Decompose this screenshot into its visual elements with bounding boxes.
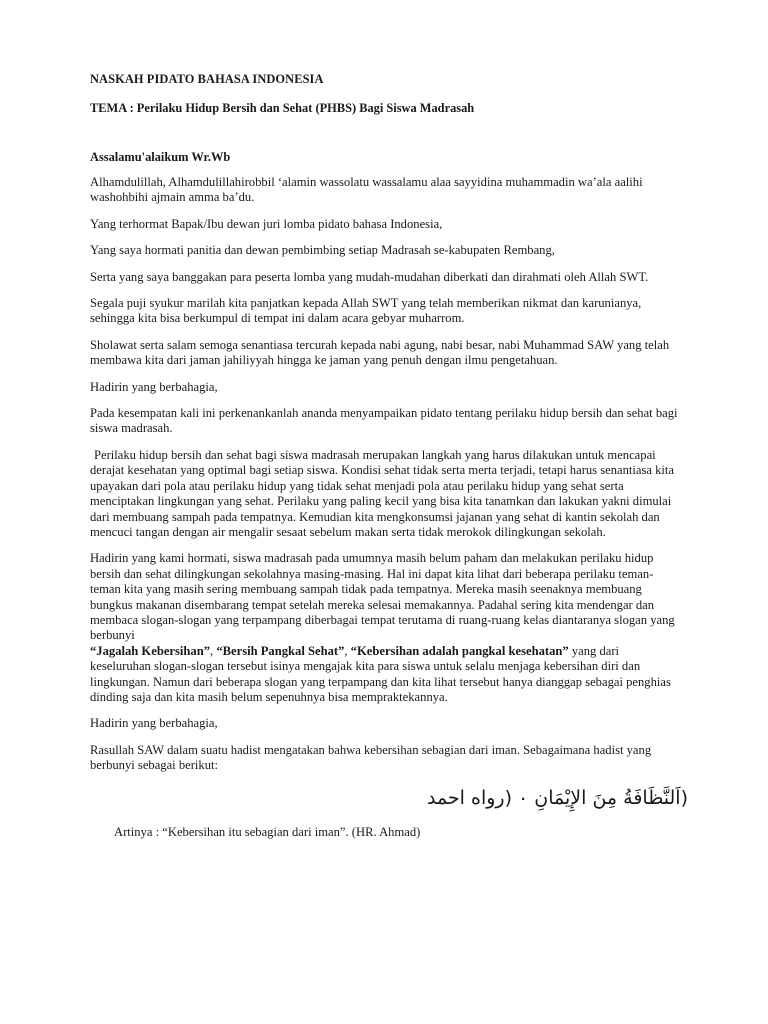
slogan-separator-1: , (210, 643, 217, 658)
slogan-1: “Jagalah Kebersihan” (90, 643, 211, 658)
paragraph-10 (90, 551, 682, 705)
document-theme: TEMA : Perilaku Hidup Bersih dan Sehat (PHBS) Bagi Siswa Madrasah (90, 101, 475, 115)
paragraph-4: Serta yang saya banggakan para peserta lomba yang mudah-mudahan diberkati dan dirahmati oleh Allah SWT. (90, 269, 649, 284)
paragraph-1: Alhamdulillah, Alhamdulillahirobbil ‘alamin wassolatu wassalamu alaa sayyidina muhammadin wa’ala aalihi washohbihi ajmain amma ba’du. (90, 175, 643, 205)
paragraph-12: Rasullah SAW dalam suatu hadist mengatakan bahwa kebersihan sebagian dari iman. Sebagaimana hadist yang berbunyi sebagai berikut: (90, 742, 652, 773)
paragraph-2: Yang terhormat Bapak/Ibu dewan juri lomba pidato bahasa Indonesia, (90, 216, 443, 231)
paragraph-6: Sholawat serta salam semoga senantiasa tercurah kepada nabi agung, nabi besar, nabi Muhammad SAW yang telah membawa kita dari jaman jahiliyyah hingga ke jaman yang penuh dengan ilmu pengetahuan. (90, 337, 670, 368)
paragraph-3: Yang saya hormati panitia dan dewan pembimbing setiap Madrasah se-kabupaten Rembang, (90, 243, 555, 258)
paragraph-9: Perilaku hidup bersih dan sehat bagi siswa madrasah merupakan langkah yang harus dilakukan untuk mencapai derajat kesehatan yang optimal bagi setiap siswa. Kondisi sehat tidak serta merta terjadi, tetapi harus senantiasa kita upayakan dari pola atau perilaku hidup yang tidak sehat menjadi pola atau perilaku hidup yang sehat serta menciptakan lingkungan yang sehat. Perilaku yang paling kecil yang bisa kita tanamkan dan lakukan yakni dimulai dari membuang sampah pada tempatnya. Kemudian kita mengkonsumsi jajanan yang sehat di kantin sekolah dan mencuci tangan dengan air mengalir sesaat sebelum makan serta tidak merokok dilingkungan sekolah. (90, 447, 675, 539)
slogan-2: “Bersih Pangkal Sehat” (216, 643, 345, 658)
paragraph-7: Hadirin yang berbahagia, (90, 379, 218, 394)
paragraph-10-text-b: yang dari keseluruhan slogan-slogan tersebut isinya mengajak kita para siswa untuk selalu menjaga kebersihan diri dan lingkungan. Namun dari beberapa slogan yang terpampang dan kita lihat tersebut hanya dianggap sebagai penghias dinding saja dan kita masih belum sepenuhnya bisa mempraktekannya. (90, 643, 671, 704)
hadith-arabic-text: (اَلنَّظَافَةُ مِنَ الإِيْمَانِ ۰ (رواه احمد (426, 786, 688, 809)
hadith-translation: Artinya : “Kebersihan itu sebagian dari iman”. (HR. Ahmad) (114, 824, 421, 839)
paragraph-8: Pada kesempatan kali ini perkenankanlah ananda menyampaikan pidato tentang perilaku hidup bersih dan sehat bagi siswa madrasah. (90, 406, 678, 436)
paragraph-10-text-a: Hadirin yang kami hormati, siswa madrasah pada umumnya masih belum paham dan melakukan perilaku hidup bersih dan sehat dilingkungan sekolahnya masing-masing. Hal ini dapat kita lihat dari beberapa perilaku teman-teman kita yang masih sering membuang sampah tidak pada tempatnya. Mereka masih seenaknya membuang bungkus makanan disembarang tempat setelah mereka selesai memakannya. Padahal sering kita mendengar dan membaca slogan-slogan yang terpampang diberbagai tempat terutama di ruang-ruang kelas diantaranya slogan yang berbunyi (90, 551, 675, 643)
paragraph-11: Hadirin yang berbahagia, (90, 716, 218, 731)
document-title: NASKAH PIDATO BAHASA INDONESIA (90, 72, 324, 86)
paragraph-5: Segala puji syukur marilah kita panjatkan kepada Allah SWT yang telah memberikan nikmat dan karunianya, sehingga kita bisa berkumpul di tempat ini dalam acara gebyar muharrom. (90, 296, 642, 326)
slogan-separator-2: , (344, 643, 351, 658)
opening-greeting: Assalamu'alaikum Wr.Wb (90, 150, 231, 164)
slogan-3: “Kebersihan adalah pangkal kesehatan” (350, 643, 569, 658)
